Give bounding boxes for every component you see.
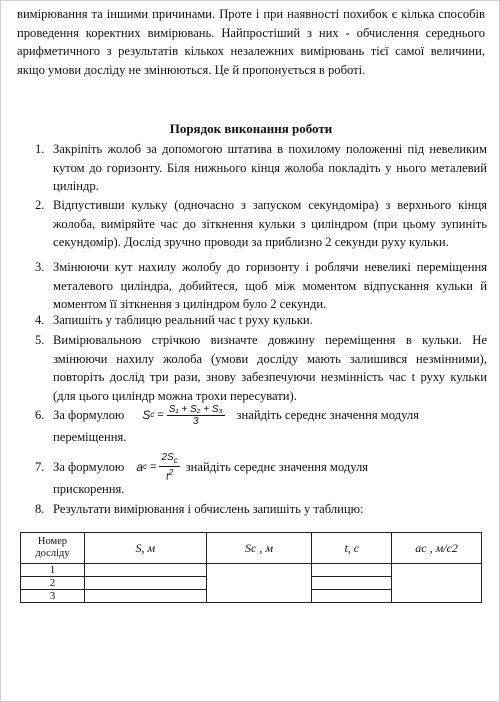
- mean-acceleration-formula: [136, 452, 179, 482]
- cell-time[interactable]: [312, 564, 392, 577]
- formula-numerator-sub: c: [173, 455, 178, 465]
- step-text-cont: переміщення.: [53, 430, 127, 444]
- row-number: 3: [21, 590, 85, 603]
- step-text-pre: За формулою: [53, 459, 125, 474]
- cell-displacement[interactable]: [84, 590, 206, 603]
- section-title: Порядок виконання роботи: [169, 121, 333, 136]
- step-5: [35, 331, 487, 406]
- formula-lhs: S: [142, 407, 151, 422]
- formula-lhs-sub: c: [143, 461, 148, 471]
- formula-fraction: [167, 404, 225, 427]
- cell-mean-acceleration[interactable]: [392, 564, 482, 603]
- cell-time[interactable]: [312, 577, 392, 590]
- step-7: [35, 451, 487, 499]
- formula-equals: =: [150, 460, 157, 473]
- formula-equals: =: [157, 408, 164, 421]
- header-displacement: S, м: [84, 533, 206, 564]
- cell-mean-displacement[interactable]: [206, 564, 312, 603]
- step-1: [35, 140, 487, 196]
- header-mean-acceleration: ac , м/с2: [392, 533, 482, 564]
- step-text: Відпустивши кульку (одночасно з запуском секундоміра) з верхнього кінця жолоба, виміряйте час до зіткнення кульки з циліндром (при цьому зупиніть секундомір). Дослід зручно проводи за приблизно 2 секунди руху кульки.: [53, 198, 487, 250]
- step-text-post: знайдіть середнє значення модуля: [185, 459, 369, 474]
- step-text: Результати вимірювання і обчислень запишіть у таблицю:: [53, 502, 364, 516]
- step-text-post: знайдіть середнє значення модуля: [236, 407, 419, 422]
- step-text: Запишіть у таблицю реальний час t руху кульки.: [53, 313, 313, 327]
- row-number: 1: [21, 564, 85, 577]
- formula-numerator: S₁ + S₂ + S₃: [168, 403, 223, 415]
- header-time: t, с: [312, 533, 392, 564]
- formula-denominator: [164, 467, 175, 482]
- cell-displacement[interactable]: [84, 577, 206, 590]
- formula-denominator-main: t: [165, 471, 169, 483]
- table-row: [21, 564, 482, 577]
- step-text-pre: За формулою: [53, 407, 125, 422]
- row-number: 2: [21, 577, 85, 590]
- header-mean-displacement: Sc , м: [206, 533, 312, 564]
- step-number: 5.: [35, 333, 45, 347]
- step-number: 3.: [35, 260, 45, 274]
- step-text: Закріпіть жолоб за допомогою штатива в похилому положенні під невеликим кутом до горизонту. Біля нижнього кінця жолоба покладіть у нього металевий циліндр.: [53, 142, 487, 194]
- step-number: 8.: [35, 502, 45, 516]
- table-header-row: [21, 533, 482, 564]
- cell-time[interactable]: [312, 590, 392, 603]
- formula-fraction: [159, 452, 179, 482]
- mean-displacement-formula: [142, 404, 224, 427]
- formula-numerator: [159, 452, 179, 467]
- step-number: 1.: [35, 142, 45, 156]
- step-8: [35, 500, 487, 519]
- step-number: 2.: [35, 198, 45, 212]
- step-number: 4.: [35, 313, 45, 327]
- step-4: [35, 311, 487, 330]
- formula-numerator-main: 2S: [161, 451, 174, 463]
- step-number: 6.: [35, 408, 45, 422]
- formula-denominator-sup: 2: [168, 467, 174, 477]
- step-text-cont: прискорення.: [53, 482, 125, 496]
- results-table: [20, 532, 482, 603]
- step-text: Вимірювальною стрічкою визначте довжину переміщення в кульки. Не змінюючи нахилу жолоба (умови досліду мають залишився незмінними), повторіть дослід три рази, знову забезпечуючи незмінність час t руху кульки (для цього циліндр можна трохи пересувати).: [53, 333, 487, 404]
- intro-paragraph: вимірювання та іншими причинами. Проте і при наявності похибок є кілька способів проведення коректних вимірювань. Найпростіший з них - обчислення середнього арифметичного з результатів кількох незалежних вимірювань тієї самої величини, якщо умови досліду не змінюються. Це й пропонується в роботі.: [17, 7, 485, 78]
- cell-displacement[interactable]: [84, 564, 206, 577]
- step-text: Змінюючи кут нахилу жолобу до горизонту і роблячи невеликі переміщення металевого циліндра, добийтеся, щоб між моментом відпускання кульки й моментом її зіткнення з циліндром було 2 секунди.: [53, 260, 487, 312]
- step-number: 7.: [35, 460, 45, 474]
- formula-denominator: 3: [192, 415, 199, 427]
- step-6: [35, 402, 487, 447]
- step-3: [35, 258, 487, 314]
- formula-lhs-sub: c: [150, 409, 155, 419]
- header-experiment-number: Номер досліду: [21, 533, 85, 564]
- step-2: [35, 196, 487, 252]
- formula-lhs: a: [136, 459, 144, 474]
